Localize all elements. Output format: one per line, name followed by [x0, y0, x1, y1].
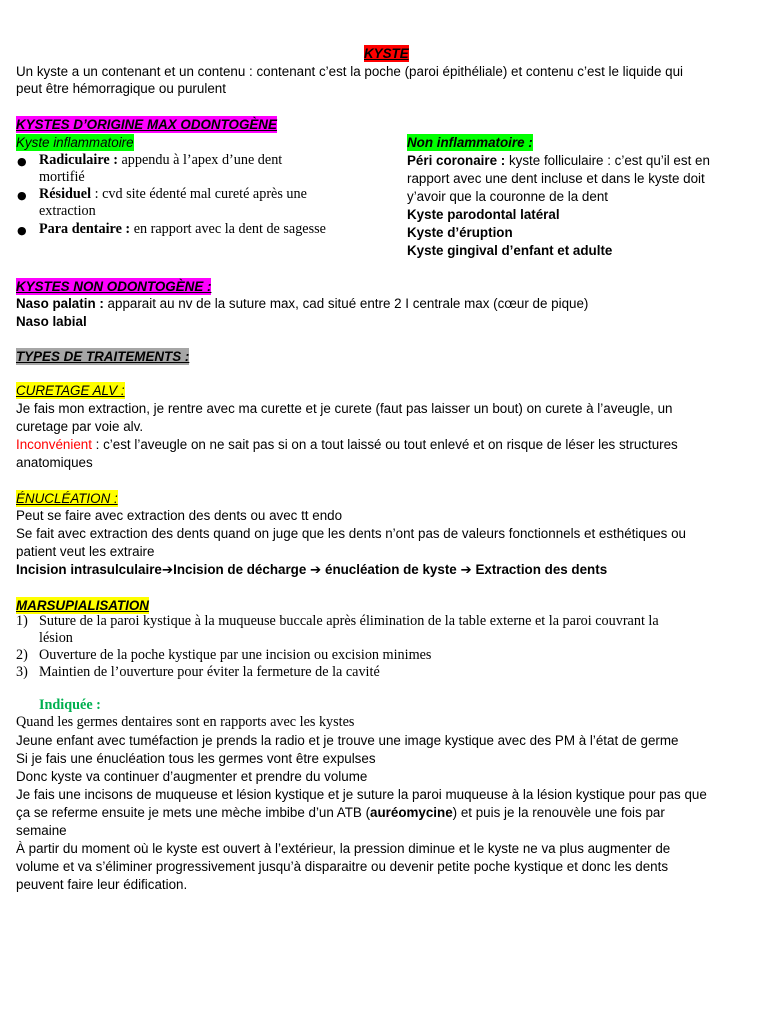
curetage-heading: CURETAGE ALV : — [16, 383, 125, 398]
marsup-semaine: semaine — [16, 823, 67, 838]
naso-labial: Naso labial — [16, 314, 87, 329]
marsup-item-2: Ouverture de la poche kystique par une incision ou excision minimes — [39, 647, 432, 663]
kyste-gingival: Kyste gingival d’enfant et adulte — [407, 243, 613, 258]
radiculaire-item — [39, 152, 282, 169]
radiculaire-text-2: mortifié — [39, 169, 85, 185]
peri-coronaire-term: Péri coronaire : — [407, 153, 506, 168]
peri-coronaire-line-1 — [407, 152, 710, 169]
step-incision-decharge: Incision de décharge — [173, 562, 307, 577]
atb-name: auréomycine — [370, 805, 453, 820]
non-inflammatoire-label: Non inflammatoire : — [407, 135, 533, 150]
list-number: 2) — [16, 647, 28, 663]
marsup-final-line-1: À partir du moment où le kyste est ouvert à l’extérieur, la pression diminue et le kyste ne va plus augmenter de — [16, 841, 671, 856]
radiculaire-term: Radiculaire : — [39, 152, 118, 168]
inconvenient-text: : c’est l’aveugle on ne sait pas si on a tout laissé ou tout enlevé et on risque de léser les structures — [95, 437, 678, 452]
arrow-right-icon: ➔ — [310, 563, 322, 578]
marsup-item-3: Maintien de l’ouverture pour éviter la fermeture de la cavité — [39, 664, 380, 680]
marsup-line-2: Si je fais une énucléation tous les germes vont être expulses — [16, 751, 376, 766]
kyste-parodontal: Kyste parodontal latéral — [407, 207, 560, 222]
curetage-line-2: curetage par voie alv. — [16, 419, 144, 434]
list-number: 1) — [16, 613, 28, 629]
naso-palatin-text: apparait au nv de la suture max, cad situé entre 2 I centrale max (cœur de pique) — [107, 296, 589, 311]
marsup-line-1: Jeune enfant avec tuméfaction je prends la radio et je trouve une image kystique avec des PM à l’état de germe — [16, 733, 679, 748]
marsup-atb-line — [16, 804, 665, 821]
para-dentaire-text: en rapport avec la dent de sagesse — [133, 221, 326, 237]
atb-before: ça se referme ensuite je mets une mèche imbibe d’un ATB ( — [16, 805, 371, 820]
kyste-eruption: Kyste d’éruption — [407, 225, 513, 240]
naso-palatin-term: Naso palatin : — [16, 296, 104, 311]
peri-coronaire-line-2: rapport avec une dent incluse et dans le kyste doit — [407, 171, 705, 186]
enucleation-line-3: patient veut les extraire — [16, 544, 155, 559]
enucleation-steps — [16, 561, 607, 579]
intro-line-1: Un kyste a un contenant et un contenu : contenant c’est la poche (paroi épithéliale) et contenu c’est le liquide qui — [16, 64, 683, 79]
residuel-text-2: extraction — [39, 203, 96, 219]
marsup-final-line-3: peuvent faire leur édification. — [16, 877, 188, 892]
step-extraction-dents: Extraction des dents — [475, 562, 608, 577]
non-odontogene-heading: KYSTES NON ODONTOGÈNE : — [16, 279, 212, 294]
residuel-item — [39, 186, 307, 203]
odontogene-heading: KYSTES D’ORIGINE MAX ODONTOGÈNE — [16, 117, 277, 132]
inconvenient-label: Inconvénient — [16, 437, 92, 452]
types-heading: TYPES DE TRAITEMENTS : — [16, 349, 190, 364]
step-enucleation-kyste: énucléation de kyste — [325, 562, 457, 577]
inconvenient-line-2: anatomiques — [16, 455, 93, 470]
radiculaire-text: appendu à l’apex d’une dent — [121, 152, 283, 168]
bullet-icon: ● — [17, 224, 27, 237]
marsup-line-4: Je fais une incisons de muqueuse et lésion kystique et je suture la paroi muqueuse à la lésion kystique pour pas que — [16, 787, 707, 802]
marsup-item-1-line-1: Suture de la paroi kystique à la muqueuse buccale après élimination de la table externe et la paroi couvrant la — [39, 613, 659, 629]
bullet-icon: ● — [17, 189, 27, 202]
inflammatoire-label: Kyste inflammatoire — [16, 135, 134, 150]
arrow-right-icon: ➔ — [460, 563, 472, 578]
curetage-line-1: Je fais mon extraction, je rentre avec ma curette et je curete (faut pas laisser un bout) on curete à l’aveugle, un — [16, 401, 673, 416]
document-title: KYSTE — [364, 46, 409, 61]
inconvenient-line-1 — [16, 436, 678, 453]
intro-line-2: peut être hémorragique ou purulent — [16, 81, 226, 96]
step-incision-intrasulculaire: Incision intrasulculaire — [16, 562, 162, 577]
enucleation-line-1: Peut se faire avec extraction des dents ou avec tt endo — [16, 508, 343, 523]
enucleation-heading: ÉNUCLÉATION : — [16, 491, 118, 506]
peri-coronaire-text: kyste folliculaire : c’est qu’il est en — [508, 153, 710, 168]
arrow-right-icon: ➔ — [161, 563, 174, 578]
residuel-term: Résiduel — [39, 186, 92, 202]
residuel-text: : cvd site édenté mal cureté après une — [94, 186, 307, 202]
indiquee-label: Indiquée : — [39, 697, 101, 713]
peri-coronaire-line-3: y’avoir que la couronne de la dent — [407, 189, 608, 204]
para-dentaire-term: Para dentaire : — [39, 221, 131, 237]
para-dentaire-item — [39, 221, 326, 238]
marsup-item-1-line-2: lésion — [39, 630, 73, 646]
marsupialisation-heading: MARSUPIALISATION — [16, 598, 149, 613]
indiquee-line: Quand les germes dentaires sont en rapports avec les kystes — [16, 714, 355, 730]
atb-after: ) et puis je la renouvèle une fois par — [452, 805, 665, 820]
naso-palatin-line — [16, 295, 588, 312]
list-number: 3) — [16, 664, 28, 680]
bullet-icon: ● — [17, 155, 27, 168]
enucleation-line-2: Se fait avec extraction des dents quand on juge que les dents n’ont pas de valeurs fonctionnels et esthétiques ou — [16, 526, 686, 541]
marsup-final-line-2: volume et va s’éliminer progressivement jusqu’à disparaitre ou devenir petite poche kystique et donc les dents — [16, 859, 669, 874]
marsup-line-3: Donc kyste va continuer d’augmenter et prendre du volume — [16, 769, 368, 784]
